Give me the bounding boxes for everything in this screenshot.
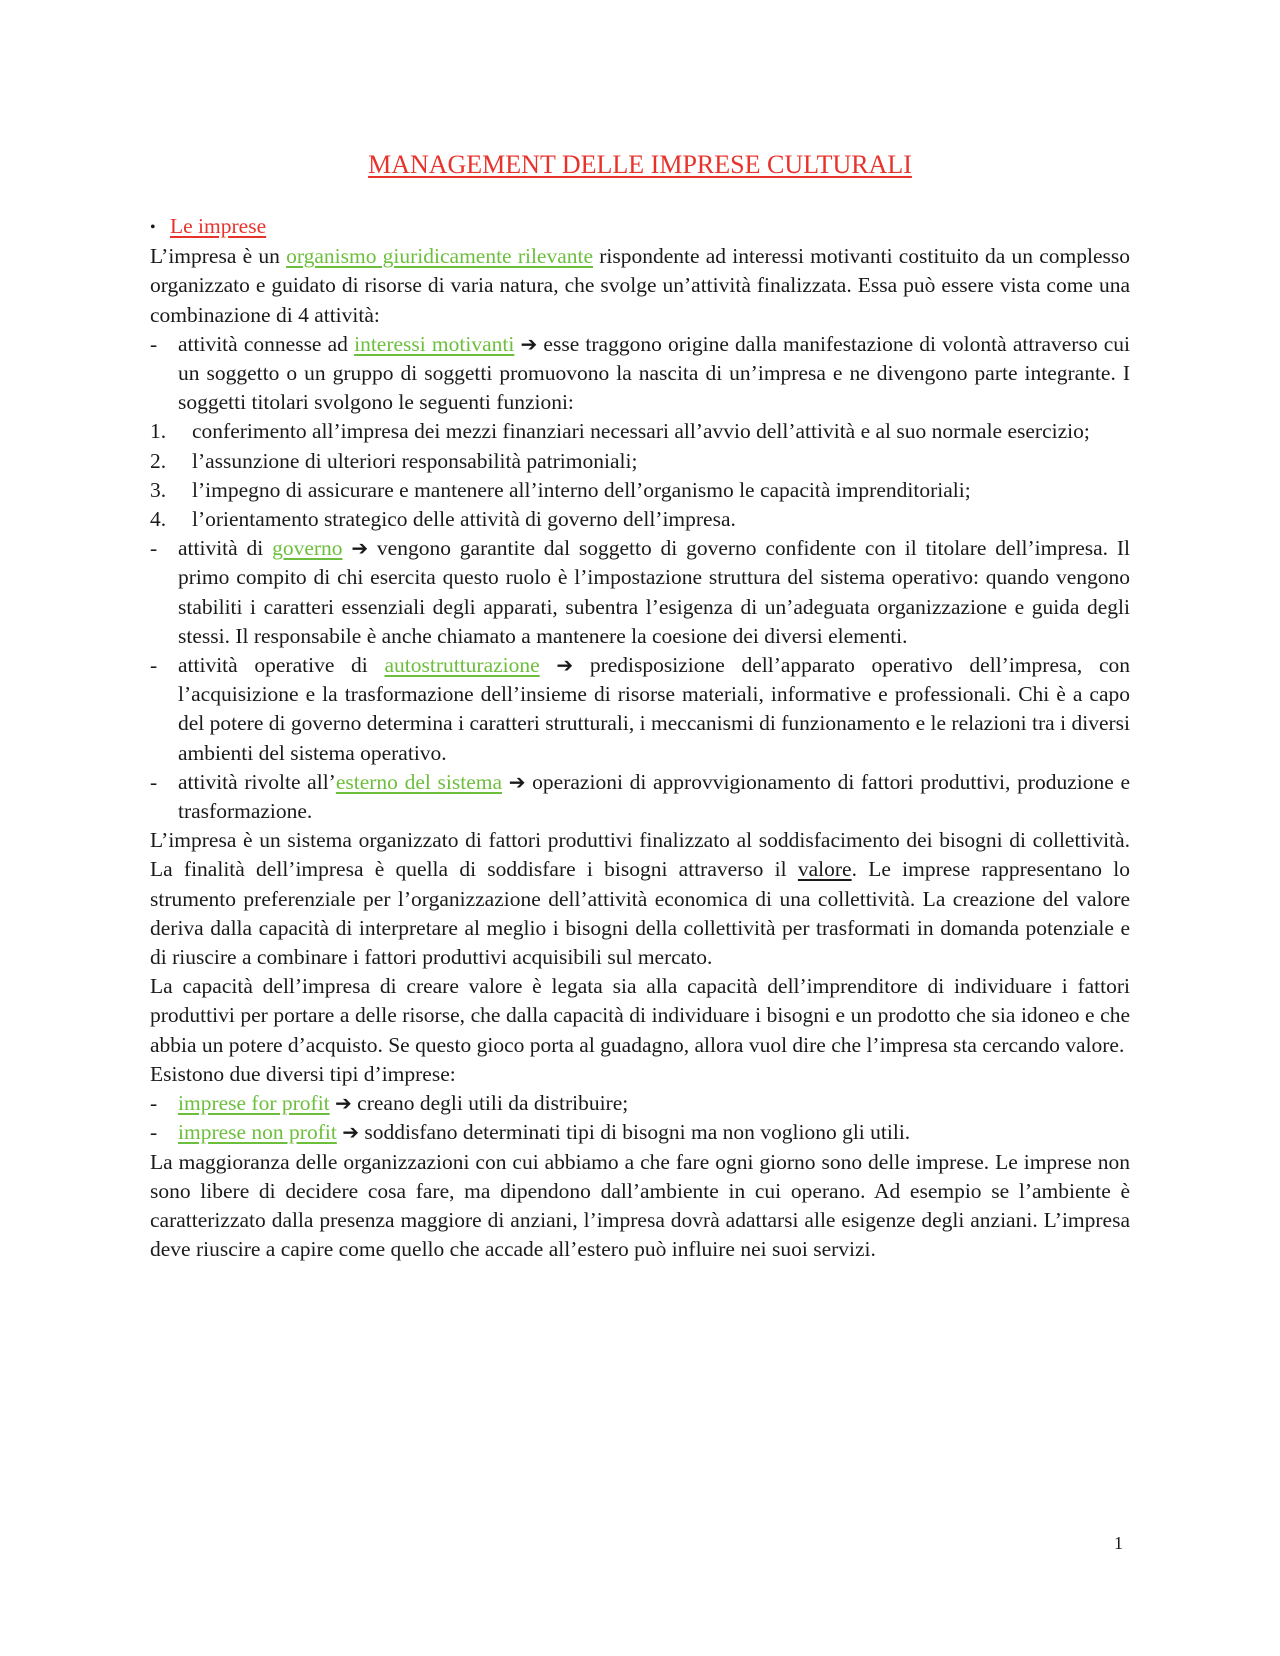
paragraph-capacita: La capacità dell’impresa di creare valore è legata sia alla capacità dell’imprenditore di individuare i fattori produttivi per portare a delle risorse, che dalla capacità di individuare i bisogni e un prodotto che sia idoneo e che abbia un potere d’acquisto. Se questo gioco porta al guadagno, allora vuol dire che l’impresa sta cercando valore. xyxy=(150,974,1130,1057)
dash-marker: - xyxy=(150,536,158,561)
page-number: 1 xyxy=(1114,1533,1123,1553)
list-item-for-profit: - imprese for profit ➔ creano degli utili da distribuire; xyxy=(150,1089,1130,1118)
document-page xyxy=(150,0,1130,1656)
list-item-non-profit: - imprese non profit ➔ soddisfano determinati tipi di bisogni ma non vogliono gli utili. xyxy=(150,1118,1130,1147)
paragraph-valore: L’impresa è un sistema organizzato di fattori produttivi finalizzato al soddisfacimento dei bisogni di collettività. La finalità dell’impresa è quella di soddisfare i bisogni attraverso il valore. Le imprese rappresentano lo strumento preferenziale per l’organizzazione dell’attività economica di una collettività. La creazione del valore deriva dalla capacità di interpretare al meglio i bisogni della collettività per trasformati in domanda potenziale e di riuscire a combinare i fattori produttivi acquisibili sul mercato. xyxy=(150,828,1130,970)
arrow-right-icon: ➔ xyxy=(335,1091,352,1116)
link-esterno-del-sistema: esterno del sistema xyxy=(335,769,503,794)
link-autostrutturazione: autostrutturazione xyxy=(384,653,540,678)
link-imprese-non-profit: imprese non profit xyxy=(178,1120,337,1145)
link-governo: governo xyxy=(272,536,343,561)
arrow-right-icon: ➔ xyxy=(508,769,526,794)
dash-marker: - xyxy=(150,653,158,678)
paragraph-intro: L’impresa è un organismo giuridicamente rilevante rispondente ad interessi motivanti costituito da un complesso organizzato e guidato di risorse di varia natura, che svolge un’attività finalizzata. Essa può essere vista come una combinazione di 4 attività: xyxy=(150,244,1130,327)
document-title: MANAGEMENT DELLE IMPRESE CULTURALI xyxy=(368,150,912,179)
dash-marker: - xyxy=(150,769,158,794)
numbered-item: 3. l’impegno di assicurare e mantenere all’interno dell’organismo le capacità imprenditoriali; xyxy=(150,477,971,502)
paragraph-tipi: Esistono due diversi tipi d’imprese: xyxy=(150,1061,456,1086)
link-interessi-motivanti: interessi motivanti xyxy=(354,331,515,356)
dash-marker: - xyxy=(150,1091,158,1116)
arrow-right-icon: ➔ xyxy=(556,653,574,678)
link-imprese-for-profit: imprese for profit xyxy=(178,1091,330,1116)
numbered-item: 2. l’assunzione di ulteriori responsabilità patrimoniali; xyxy=(150,448,638,473)
arrow-right-icon: ➔ xyxy=(520,331,538,356)
list-item-activity-3: - attività operative di autostrutturazione ➔ predisposizione dell’apparato operativo dell’impresa, con l’acquisizione e la trasformazione dell’insieme di risorse materiali, informative e professionali. Chi è a capo del potere di governo determina i caratteri strutturali, i meccanismi di funzionamento e le relazioni tra i diversi ambienti del sistema operativo. xyxy=(150,653,1130,765)
numbered-item: 1. conferimento all’impresa dei mezzi finanziari necessari all’avvio dell’attività e al suo normale esercizio; xyxy=(150,419,1090,444)
bullet-icon: • xyxy=(150,219,156,236)
document-body xyxy=(150,212,1130,1264)
dash-marker: - xyxy=(150,1120,158,1145)
section-heading-text: Le imprese xyxy=(170,214,267,238)
numbered-item: 4. l’orientamento strategico delle attività di governo dell’impresa. xyxy=(150,507,736,532)
arrow-right-icon: ➔ xyxy=(342,1120,359,1145)
dash-marker: - xyxy=(150,331,158,356)
list-item-activity-1: - attività connesse ad interessi motivanti ➔ esse traggono origine dalla manifestazione di volontà attraverso cui un soggetto o un gruppo di soggetti promuovono la nascita di un’impresa e ne divengono parte integrante. I soggetti titolari svolgono le seguenti funzioni: xyxy=(150,331,1131,415)
paragraph-ambiente: La maggioranza delle organizzazioni con cui abbiamo a che fare ogni giorno sono delle imprese. Le imprese non sono libere di decidere cosa fare, ma dipendono dall’ambiente in cui operano. Ad esempio se l’ambiente è caratterizzato dalla presenza maggiore di anziani, l’impresa dovrà adattarsi alle esigenze degli anziani. L’impresa deve riuscire a capire come quello che accade all’estero può influire nei suoi servizi. xyxy=(150,1149,1130,1262)
list-item-activity-4: - attività rivolte all’esterno del sistema ➔ operazioni di approvvigionamento di fattori produttivi, produzione e trasformazione. xyxy=(150,769,1131,824)
underlined-valore: valore xyxy=(797,857,852,882)
section-heading xyxy=(150,212,1130,242)
list-item-activity-2: - attività di governo ➔ vengono garantite dal soggetto di governo confidente con il titolare dell’impresa. Il primo compito di chi esercita questo ruolo è l’impostazione struttura del sistema operativo: quando vengono stabiliti i caratteri essenziali degli apparati, subentra l’esigenza di un’adeguata organizzazione e guida degli stessi. Il responsabile è anche chiamato a mantenere la coesione dei diversi elementi. xyxy=(150,536,1130,648)
arrow-right-icon: ➔ xyxy=(351,536,369,561)
link-organismo: organismo giuridicamente rilevante xyxy=(286,244,594,269)
